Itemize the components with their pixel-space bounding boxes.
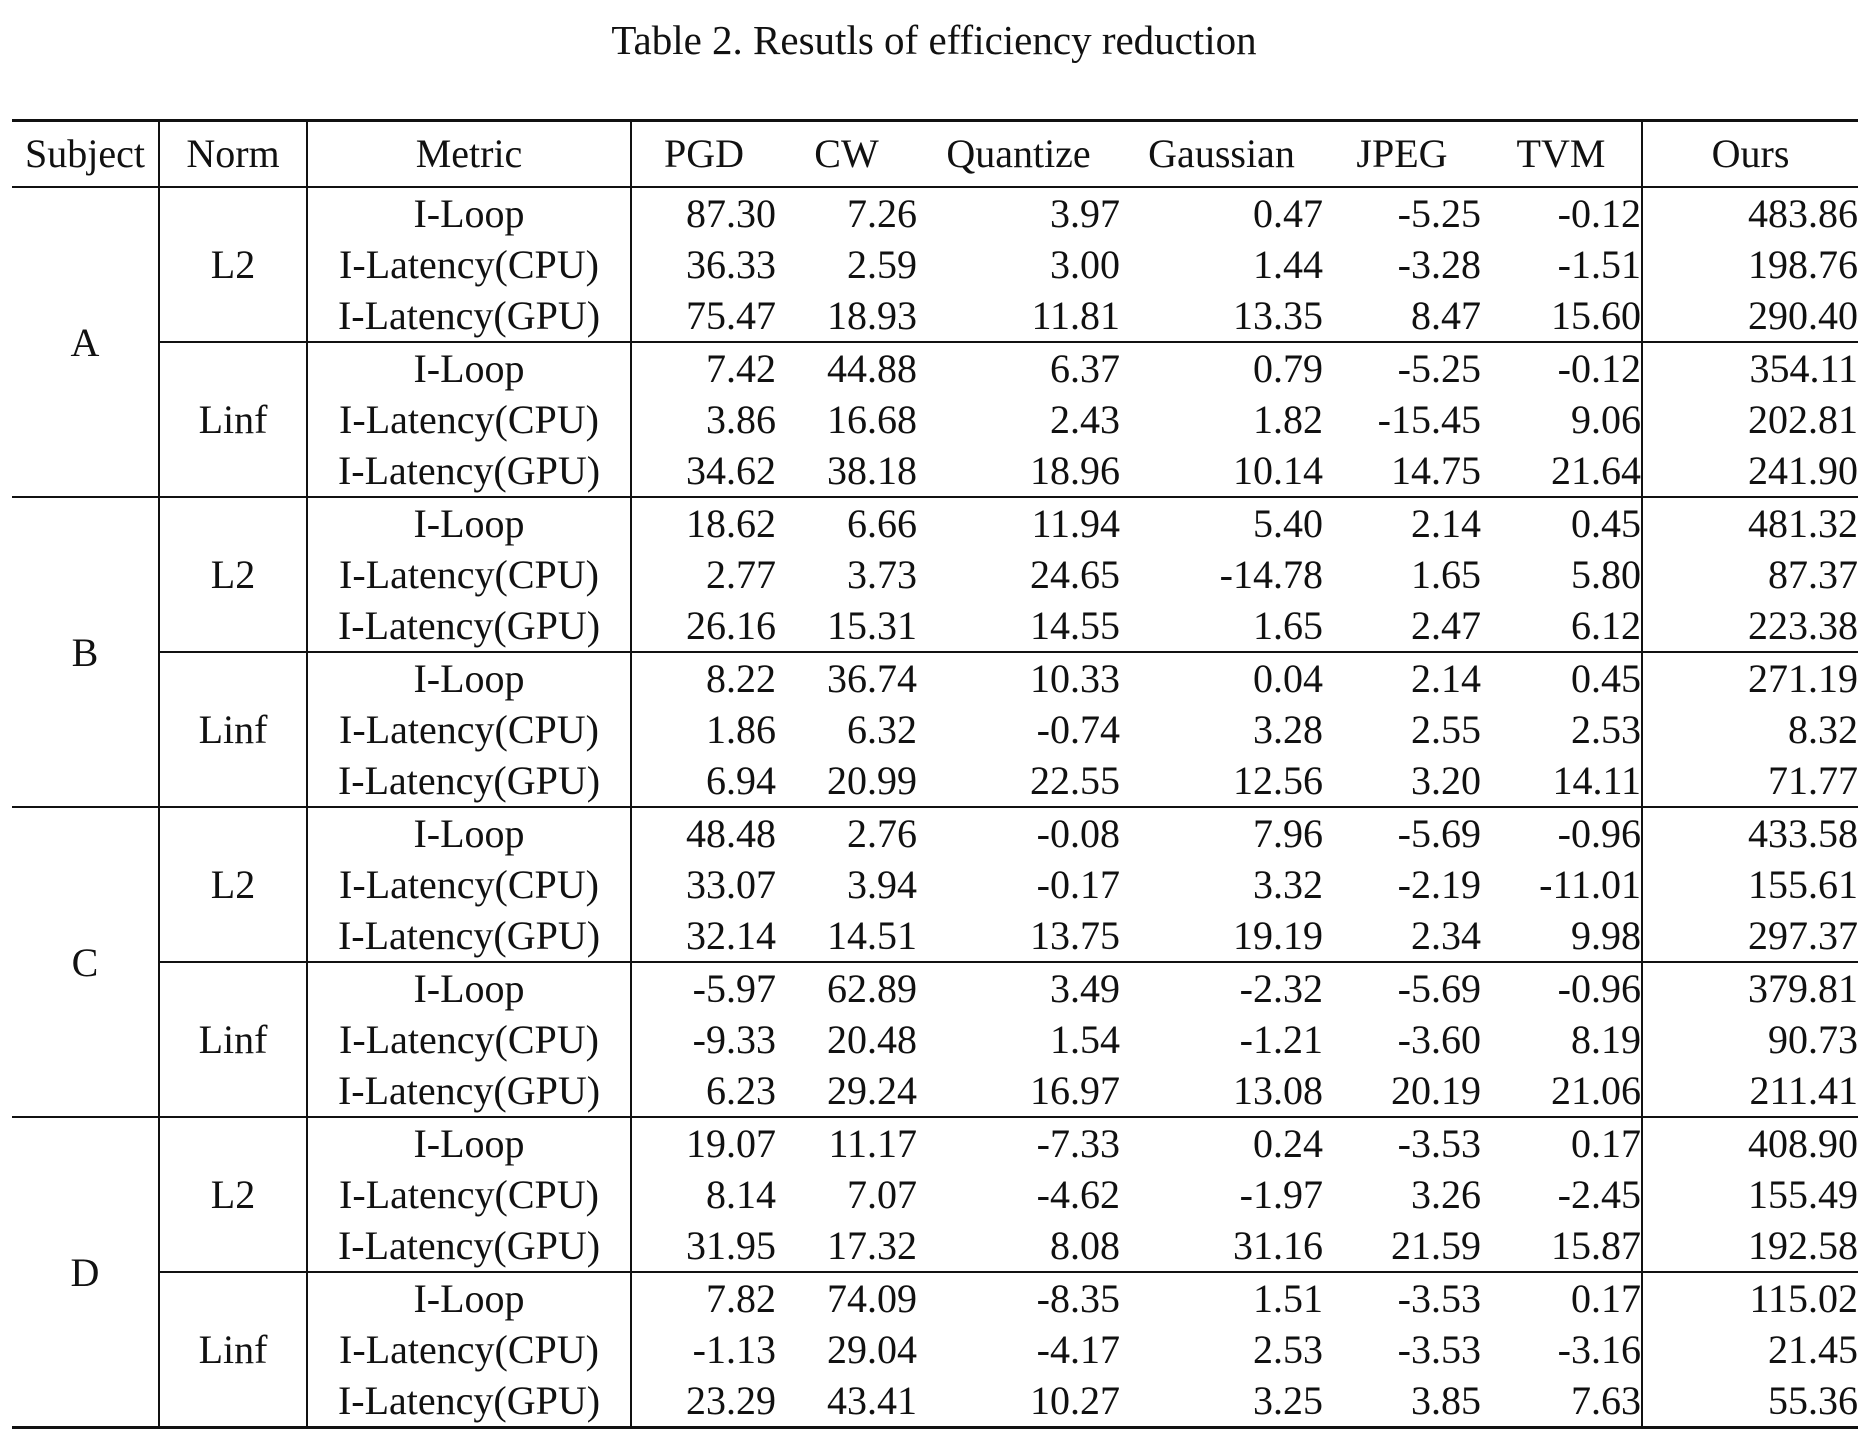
header-norm: Norm [159,121,307,188]
metric-cell: I-Loop [307,187,631,239]
tvm-value-cell: 21.06 [1481,1065,1642,1117]
tvm-value-cell: 0.17 [1481,1272,1642,1324]
ours-value-cell: 408.90 [1642,1117,1858,1169]
gaussian-value-cell: -2.32 [1120,962,1323,1014]
cw-value-cell: 36.74 [776,652,917,704]
tvm-value-cell: 2.53 [1481,704,1642,755]
tvm-value-cell: -2.45 [1481,1169,1642,1220]
ours-value-cell: 155.61 [1748,862,1858,907]
tvm-value-cell: -3.16 [1481,1324,1642,1375]
jpeg-value-cell: -3.60 [1397,1017,1481,1062]
quantize-value-cell: 18.96 [1030,448,1120,493]
quantize-value-cell: 1.54 [1050,1017,1120,1062]
cw-value-cell: 3.73 [847,552,917,597]
metric-cell: I-Loop [307,807,631,859]
norm-cell: L2 [159,1117,307,1272]
tvm-value-cell: 5.80 [1481,549,1642,600]
ours-value-cell: 297.37 [1748,913,1858,958]
cw-value-cell: 43.41 [827,1378,917,1423]
tvm-value-cell: 9.98 [1481,910,1642,962]
tvm-value-cell: 8.19 [1481,1014,1642,1065]
ours-value-cell: 155.49 [1748,1172,1858,1217]
pgd-value-cell: 2.77 [706,552,776,597]
metric-cell: I-Latency(CPU) [307,704,631,755]
metric-cell: I-Loop [307,497,631,549]
tvm-value-cell: 7.63 [1481,1375,1642,1428]
header-cw: CW [814,131,879,176]
cw-value-cell: 62.89 [776,962,917,1014]
ours-value-cell: 354.11 [1642,342,1858,394]
ours-value-cell: 290.40 [1748,293,1858,338]
jpeg-value-cell: -3.28 [1397,242,1481,287]
ours-value-cell: 8.32 [1788,707,1858,752]
metric-cell: I-Latency(CPU) [307,394,631,445]
jpeg-value-cell: -3.53 [1323,1117,1481,1169]
quantize-value-cell: -8.35 [917,1272,1120,1324]
tvm-value-cell: -11.01 [1481,859,1642,910]
jpeg-value-cell: -5.69 [1323,962,1481,1014]
tvm-value-cell: 9.06 [1481,394,1642,445]
jpeg-value-cell: 2.14 [1323,497,1481,549]
tvm-value-cell: -1.51 [1481,239,1642,290]
jpeg-value-cell: -5.69 [1323,807,1481,859]
cw-value-cell: 14.51 [827,913,917,958]
subject-cell: B [12,497,159,807]
pgd-value-cell: -1.13 [692,1327,776,1372]
cw-value-cell: 7.26 [847,191,917,236]
jpeg-value-cell: 20.19 [1391,1068,1481,1113]
quantize-value-cell: 13.75 [1030,913,1120,958]
pgd-value-cell: 6.23 [706,1068,776,1113]
tvm-value-cell: 14.11 [1481,755,1642,807]
gaussian-value-cell: 1.51 [1120,1272,1323,1324]
metric-cell: I-Latency(GPU) [307,445,631,497]
metric-cell: I-Loop [307,652,631,704]
pgd-value-cell: 32.14 [686,913,776,958]
jpeg-value-cell: -2.19 [1397,862,1481,907]
quantize-value-cell: 3.00 [1050,242,1120,287]
jpeg-value-cell: 1.65 [1411,552,1481,597]
cw-value-cell: 7.07 [847,1172,917,1217]
jpeg-value-cell: 3.85 [1411,1378,1481,1423]
tvm-value-cell: -0.12 [1481,342,1642,394]
gaussian-value-cell: 1.44 [1253,242,1323,287]
pgd-value-cell: 23.29 [686,1378,776,1423]
jpeg-value-cell: 2.55 [1411,707,1481,752]
jpeg-value-cell: 3.20 [1411,758,1481,803]
quantize-value-cell: -0.74 [1036,707,1120,752]
metric-cell: I-Loop [307,1117,631,1169]
metric-cell: I-Latency(GPU) [307,755,631,807]
subject-cell: A [12,187,159,497]
gaussian-value-cell: 0.47 [1253,191,1323,236]
table-header [12,121,1858,188]
table-row [12,1272,1858,1324]
quantize-value-cell: 24.65 [1030,552,1120,597]
pgd-value-cell: -9.33 [692,1017,776,1062]
header-metric: Metric [307,121,631,188]
metric-cell: I-Latency(CPU) [307,1014,631,1065]
gaussian-value-cell: 12.56 [1233,758,1323,803]
cw-value-cell: 16.68 [827,397,917,442]
pgd-value-cell: 7.82 [631,1272,776,1324]
header-ours: Ours [1711,131,1790,176]
pgd-value-cell: 34.62 [686,448,776,493]
ours-value-cell: 483.86 [1748,191,1858,236]
gaussian-value-cell: 1.65 [1253,603,1323,648]
gaussian-value-cell: 0.79 [1120,342,1323,394]
jpeg-value-cell: -15.45 [1377,397,1481,442]
gaussian-value-cell: 19.19 [1233,913,1323,958]
gaussian-value-cell: 7.96 [1120,807,1323,859]
norm-cell: L2 [159,807,307,962]
cw-value-cell: 44.88 [776,342,917,394]
cw-value-cell: 74.09 [776,1272,917,1324]
norm-cell: L2 [159,497,307,652]
pgd-value-cell: 7.42 [631,342,776,394]
tvm-value-cell: 0.45 [1481,652,1642,704]
jpeg-value-cell: -3.53 [1397,1327,1481,1372]
quantize-value-cell: -0.08 [917,807,1120,859]
gaussian-value-cell: 2.53 [1253,1327,1323,1372]
header-tvm: TVM [1481,121,1642,188]
cw-value-cell: 6.32 [847,707,917,752]
quantize-value-cell: 10.27 [1030,1378,1120,1423]
tvm-value-cell: 15.87 [1481,1220,1642,1272]
gaussian-value-cell: 3.32 [1253,862,1323,907]
metric-cell: I-Latency(GPU) [307,600,631,652]
pgd-value-cell: 75.47 [686,293,776,338]
header-row [12,121,1858,188]
ours-value-cell: 223.38 [1748,603,1858,648]
gaussian-value-cell: -1.97 [1239,1172,1323,1217]
ours-value-cell: 115.02 [1642,1272,1858,1324]
ours-value-cell: 379.81 [1642,962,1858,1014]
gaussian-value-cell: 1.82 [1253,397,1323,442]
norm-cell: Linf [159,652,307,807]
jpeg-value-cell: 2.47 [1411,603,1481,648]
table-row [12,807,1858,859]
pgd-value-cell: -5.97 [631,962,776,1014]
cw-value-cell: 17.32 [827,1223,917,1268]
gaussian-value-cell: 10.14 [1233,448,1323,493]
metric-cell: I-Latency(CPU) [307,239,631,290]
pgd-value-cell: 1.86 [706,707,776,752]
cw-value-cell: 18.93 [827,293,917,338]
jpeg-value-cell: 21.59 [1391,1223,1481,1268]
pgd-value-cell: 3.86 [706,397,776,442]
quantize-value-cell: 2.43 [1050,397,1120,442]
cw-value-cell: 29.04 [827,1327,917,1372]
ours-value-cell: 90.73 [1768,1017,1858,1062]
cw-value-cell: 15.31 [827,603,917,648]
tvm-value-cell: -0.96 [1481,962,1642,1014]
cw-value-cell: 3.94 [847,862,917,907]
ours-value-cell: 481.32 [1642,497,1858,549]
gaussian-value-cell: 3.25 [1253,1378,1323,1423]
jpeg-value-cell: 2.14 [1323,652,1481,704]
gaussian-value-cell: -1.21 [1239,1017,1323,1062]
table-row [12,962,1858,1014]
jpeg-value-cell: -5.25 [1397,191,1481,236]
ours-value-cell: 192.58 [1748,1223,1858,1268]
results-table [12,119,1858,1429]
tvm-value-cell: 0.45 [1481,497,1642,549]
metric-cell: I-Loop [307,1272,631,1324]
norm-cell: Linf [159,1272,307,1428]
quantize-value-cell: 14.55 [1030,603,1120,648]
tvm-value-cell: -0.12 [1481,187,1642,239]
gaussian-value-cell: 5.40 [1120,497,1323,549]
quantize-value-cell: 3.49 [917,962,1120,1014]
metric-cell: I-Latency(GPU) [307,1375,631,1428]
quantize-value-cell: 11.94 [917,497,1120,549]
metric-cell: I-Loop [307,962,631,1014]
metric-cell: I-Loop [307,342,631,394]
table-caption: Table 2. Resutls of efficiency reduction [611,17,1257,63]
metric-cell: I-Latency(CPU) [307,859,631,910]
gaussian-value-cell: 3.28 [1253,707,1323,752]
cw-value-cell: 2.76 [776,807,917,859]
header-pgd: PGD [663,131,745,176]
tvm-value-cell: -0.96 [1481,807,1642,859]
pgd-value-cell: 87.30 [686,191,776,236]
jpeg-value-cell: 8.47 [1411,293,1481,338]
quantize-value-cell: 6.37 [917,342,1120,394]
ours-value-cell: 211.41 [1749,1068,1858,1113]
header-subject: Subject [12,121,159,188]
table-row [12,342,1858,394]
cw-value-cell: 2.59 [847,242,917,287]
table-body [12,187,1858,1428]
pgd-value-cell: 6.94 [706,758,776,803]
quantize-value-cell: 16.97 [1030,1068,1120,1113]
pgd-value-cell: 33.07 [686,862,776,907]
pgd-value-cell: 26.16 [686,603,776,648]
quantize-value-cell: -0.17 [1036,862,1120,907]
metric-cell: I-Latency(CPU) [307,549,631,600]
ours-value-cell: 433.58 [1642,807,1858,859]
cw-value-cell: 20.48 [827,1017,917,1062]
gaussian-value-cell: 13.08 [1233,1068,1323,1113]
cw-value-cell: 20.99 [827,758,917,803]
gaussian-value-cell: 13.35 [1233,293,1323,338]
pgd-value-cell: 48.48 [631,807,776,859]
pgd-value-cell: 8.22 [631,652,776,704]
table-row [12,652,1858,704]
gaussian-value-cell: 0.04 [1120,652,1323,704]
jpeg-value-cell: -3.53 [1323,1272,1481,1324]
ours-value-cell: 87.37 [1768,552,1858,597]
ours-value-cell: 71.77 [1768,758,1858,803]
pgd-value-cell: 8.14 [706,1172,776,1217]
norm-cell: L2 [159,187,307,342]
tvm-value-cell: 21.64 [1481,445,1642,497]
quantize-value-cell: 8.08 [1050,1223,1120,1268]
pgd-value-cell: 19.07 [631,1117,776,1169]
table-row [12,1117,1858,1169]
metric-cell: I-Latency(GPU) [307,290,631,342]
ours-value-cell: 202.81 [1748,397,1858,442]
cw-value-cell: 6.66 [776,497,917,549]
header-quantize: Quantize [946,131,1091,176]
metric-cell: I-Latency(CPU) [307,1169,631,1220]
quantize-value-cell: 10.33 [917,652,1120,704]
subject-cell: D [12,1117,159,1428]
jpeg-value-cell: 2.34 [1411,913,1481,958]
jpeg-value-cell: 14.75 [1391,448,1481,493]
gaussian-value-cell: 0.24 [1120,1117,1323,1169]
ours-value-cell: 55.36 [1768,1378,1858,1423]
jpeg-value-cell: 3.26 [1411,1172,1481,1217]
metric-cell: I-Latency(GPU) [307,1065,631,1117]
ours-value-cell: 198.76 [1748,242,1858,287]
norm-cell: Linf [159,962,307,1117]
ours-value-cell: 241.90 [1748,448,1858,493]
norm-cell: Linf [159,342,307,497]
pgd-value-cell: 31.95 [686,1223,776,1268]
header-jpeg: JPEG [1356,131,1448,176]
pgd-value-cell: 36.33 [686,242,776,287]
cw-value-cell: 11.17 [776,1117,917,1169]
metric-cell: I-Latency(GPU) [307,910,631,962]
tvm-value-cell: 0.17 [1481,1117,1642,1169]
gaussian-value-cell: -14.78 [1219,552,1323,597]
quantize-value-cell: 11.81 [1031,293,1120,338]
table-row [12,187,1858,239]
quantize-value-cell: 3.97 [1050,191,1120,236]
metric-cell: I-Latency(GPU) [307,1220,631,1272]
quantize-value-cell: -4.62 [1036,1172,1120,1217]
ours-value-cell: 271.19 [1642,652,1858,704]
cw-value-cell: 38.18 [827,448,917,493]
quantize-value-cell: -4.17 [1036,1327,1120,1372]
cw-value-cell: 29.24 [827,1068,917,1113]
gaussian-value-cell: 31.16 [1233,1223,1323,1268]
ours-value-cell: 21.45 [1768,1327,1858,1372]
tvm-value-cell: 15.60 [1481,290,1642,342]
jpeg-value-cell: -5.25 [1323,342,1481,394]
header-gaussian: Gaussian [1148,131,1295,176]
quantize-value-cell: -7.33 [917,1117,1120,1169]
metric-cell: I-Latency(CPU) [307,1324,631,1375]
subject-cell: C [12,807,159,1117]
table-row [12,497,1858,549]
pgd-value-cell: 18.62 [631,497,776,549]
quantize-value-cell: 22.55 [1030,758,1120,803]
tvm-value-cell: 6.12 [1481,600,1642,652]
